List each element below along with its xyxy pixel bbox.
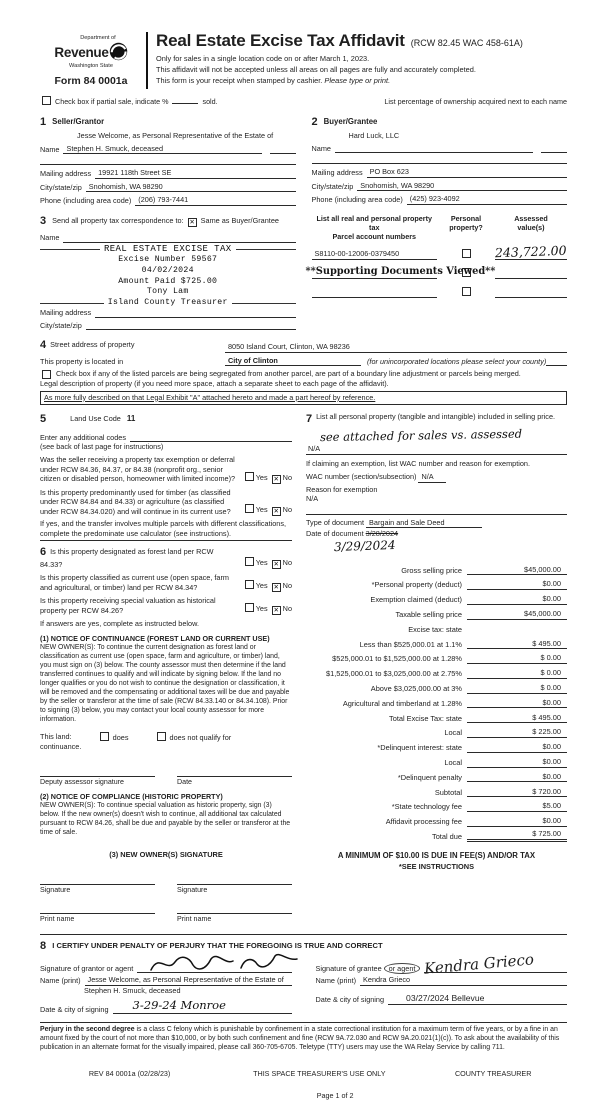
personal-property-header: Personal property? [449,213,483,232]
land-use-code-label: Land Use Code [70,414,121,424]
form-header [40,30,567,89]
exemption-claimed-field[interactable]: $0.00 [467,594,567,605]
agricultural-timberland-field[interactable]: $0.00 [467,698,567,709]
tax-correspondence-section [40,214,296,331]
land-does-qualify-checkbox[interactable] [100,732,109,741]
s6q1-yes-checkbox[interactable] [245,557,254,566]
buyer-name-value: Hard Luck, LLC [348,131,400,141]
buyer-ownership-pct-field[interactable] [541,144,567,153]
doc-type-field[interactable]: Bargain and Sale Deed [366,518,482,528]
grantee-signature-block [315,950,568,1014]
new-owner-signature-field-2[interactable] [177,874,292,885]
seller-grantor-heading: Seller/Grantor [52,117,105,127]
perjury-notice: Perjury in the second degree is a class C felony which is punishable by confinement in a state correctional institution for a maximum term of five years, or by a fine in an amount fixed by the court of not more than $10,000, or by both such confinement and fine (RCW 9A.72.030 and RCW 9A.20.021(1)(c)). To ask about the availability of this publication in an alternate format for the visually impaired, please call 360-705-6705. Teletype (TTY) users may use the WA Relay Service by calling 711. [40,1022,567,1053]
located-in-extra-line [546,357,567,366]
signature-label: Signature [177,885,208,894]
subtitle-line: This form is your receipt when stamped by cashier. Please type or print. [156,75,391,85]
section-6-number: 6 [40,546,47,559]
page-title: Real Estate Excise Tax Affidavit [156,31,405,50]
certify-statement: I CERTIFY UNDER PENALTY OF PERJURY THAT THE FOREGOING IS TRUE AND CORRECT [52,941,383,951]
print-name-label: Print name [177,914,212,923]
phone-label: Phone (including area code) [40,196,132,206]
affidavit-processing-fee-field[interactable]: $0.00 [467,816,567,827]
personal-property-deduct-field[interactable]: $0.00 [467,579,567,590]
seller-mailing-field[interactable]: 19921 118th Street SE [95,168,295,178]
grantee-signature-field[interactable] [423,950,567,978]
city-label: City/state/zip [311,181,354,191]
seller-phone-field[interactable]: (206) 793-7441 [135,195,295,205]
form-number: Form 84 0001a [54,75,128,88]
date-city-label: Date & city of signing [40,1004,109,1014]
correspondence-city-field[interactable] [86,321,296,330]
correspondence-mailing-field[interactable] [95,309,295,318]
parcel-number-field-3[interactable] [312,289,438,298]
washington-state-label: Washington State [69,62,113,69]
personal-property-section [306,412,567,554]
taxable-selling-price-field[interactable]: $45,000.00 [467,609,567,620]
parcel-row [312,241,568,260]
grantor-date-handwritten: 3-29-24 Monroe [132,998,226,1013]
s6q2-yes-checkbox[interactable] [245,580,254,589]
s6q3-no-checkbox[interactable]: ✕ [273,607,279,615]
doc-date-handwritten: 3/29/2024 [333,537,396,554]
located-in-field[interactable]: City of Clinton [225,356,361,366]
additional-codes-field[interactable] [130,433,292,442]
dor-swirl-logo-icon [109,42,128,63]
assessed-value-header: Assessed value(s) [514,213,548,232]
reason-exemption-label: Reason for exemption [306,484,378,494]
footer-row [40,1069,567,1078]
personal-property-checkbox-1[interactable] [462,249,471,258]
certification-section [40,934,567,1014]
new-owner-print-name-field-1[interactable] [40,903,155,914]
buyer-grantee-section [312,115,568,206]
section-2-number: 2 [311,116,318,129]
same-as-buyer-label: Same as Buyer/Grantee [200,215,279,225]
doc-date-label: Date of document [306,529,364,539]
tier3-tax-field[interactable]: $ 0.00 [467,668,567,679]
section-8-number: 8 [40,940,47,953]
does-label: does [112,732,129,742]
forest-land-section: 6 Is this property designated as forest land per RCW 84.33? Yes ✕ No Is this property classified as current use (open space, farm and agricultural, or timber) land per RCW 84.34? Yes ✕ No Is this property receiving special valuation as historical property per RCW 84.26? Yes ✕ No If answers are yes, complete as instructed below. (1) NOTICE OF CONTINUANCE (FOREST LAND OR CURRENT USE) NEW OWNER(S): To continue the current designation as forest land or classification as current use (open space, farm and agriculture, or timber) land, you must sign on (3) below. The county assessor must then determine if the land transferred continues to qualify and will indicate by signing below. If the land no longer qualifies or you do not wish to continue the designation or classification, it will be removed and the compensating or additional taxes will be due and payable by the seller or transferor at the time of sale (RCW 84.33.140 or 84.34.108). Prior to signing (3) below, you may contact your local county assessor for more information. This land: does does not qualify for continuance. Deputy assessor signature Date (2) NOTICE OF COMPLIANCE (HISTORIC PROPERTY) NEW OWNER(S): To continue special valuation as historic property, sign (3) below. If the new owner(s) doesn't wish to continue, all additional tax calculated pursuant to RCW 84.26, shall be due and payable by the seller or transferor at the time of sale. (3) NEW OWNER(S) SIGNATURE Signature Signature Print name Print name [40,546,292,923]
treasurer-space-label: THIS SPACE TREASURER'S USE ONLY [253,1069,386,1079]
seller-name-line1: Jesse Welcome, as Personal Representative of the Estate of [77,131,274,141]
mailing-label: Mailing address [40,169,92,179]
s5q1-no-checkbox[interactable]: ✕ [273,475,279,483]
street-address-label: Street address of property [50,340,135,350]
tier1-tax-field[interactable]: $ 495.00 [467,639,567,650]
parcel-number-field-2[interactable] [305,266,496,279]
seller-name-extra-line[interactable] [40,155,296,165]
notice-continuance-body: NEW OWNER(S): To continue the current designation as forest land or classification as current use (open space, farm and agriculture, or timber) land, you must sign on (3) below. The county assessor must then determine if the land transferred continues to qualify and will indicate by signing below. If the land no longer qualifies or you do not wish to continue the designation or classification, it will be removed and the compensating or additional taxes will be due and payable by the seller or transferor at the time of sale (RCW 84.33.140 or 84.34.108). Prior to signing (3) below, you may contact your local county assessor for more information. [40,643,290,723]
subtitle-line: This affidavit will not be accepted unless all areas on all pages are fully and accurately completed. [156,64,476,74]
legal-description-text: As more fully described on that Legal Exhibit "A" attached hereto and made a part hereof by reference. [44,392,376,402]
segregated-label: Check box if any of the listed parcels are being segregated from another parcel, are part of a boundary line adjustment or parcels being merged. [56,369,521,379]
s6q1-no-checkbox[interactable]: ✕ [273,561,279,569]
grantee-print-name-field[interactable]: Kendra Grieco [360,975,567,985]
legal-description-box[interactable] [40,391,567,405]
supporting-documents-stamp: **Supporting Documents Viewed** [305,266,496,277]
grantor-signature-block [40,955,292,1014]
grantor-signature-scribble [145,951,305,975]
land-use-code-value[interactable]: 11 [126,414,136,424]
sold-label: sold. [202,96,218,106]
signature-label: Signature [40,885,71,894]
buyer-city-field[interactable]: Snohomish, WA 98290 [357,181,567,191]
total-excise-state-field[interactable]: $ 495.00 [467,713,567,724]
dept-of-label: Department of [80,35,116,41]
assessed-value-field-3[interactable] [495,289,567,298]
seller-city-field[interactable]: Snohomish, WA 98290 [86,182,296,192]
land-use-section: 5 Land Use Code 11 Enter any additional codes (see back of last page for instructions) Was the seller receiving a property tax exemption or deferral under RCW 84.36, 84.37, or 84.38 (nonprofit org., senior citizen or disabled person, homeowner with limited income)? Yes ✕ No Is this property predominantly used for timber (as classified under RCW 84.84 and 84.33) or agriculture (as classified under RCW 84.34.020) and will continue in its current use? Yes ✕ No If yes, and the transfer involves multiple parcels with different classifications, complete the predominate use calculator (see instructions). [40,412,292,541]
total-due-field[interactable]: $ 725.00 [467,829,567,842]
grantor-signature-label: Signature of grantor or agent [40,963,134,973]
notice-compliance-body: NEW OWNER(S): To continue special valuation as historic property, sign (3) below. If the new owner(s) doesn't wish to continue, all additional tax calculated pursuant to RCW 84.26, shall be due and payable by the seller or transferor at the time of sale. [40,802,291,837]
section-4-number: 4 [40,339,47,352]
personal-property-checkbox-3[interactable] [462,287,471,296]
exemption-deferral-question: Was the seller receiving a property tax exemption or deferral under RCW 84.36, 84.37, or 84.38 (nonprofit org., senior citizen or disabled person, homeowner with limited income)? [40,455,236,484]
parcel-table [305,213,568,331]
same-as-buyer-checkbox[interactable]: ✕ [189,218,195,226]
partial-sale-percent-field[interactable] [172,96,198,104]
notice-compliance-title: (2) NOTICE OF COMPLIANCE (HISTORIC PROPERTY) [40,791,223,801]
assessed-value-handwritten: 243,722.00 [494,243,567,261]
mailing-label: Mailing address [311,168,363,178]
section-5-number: 5 [40,413,47,426]
county-treasurer-label: COUNTY TREASURER [454,1069,532,1079]
rcw-reference: (RCW 82.45 WAC 458-61A) [410,38,523,48]
reason-exemption-field[interactable]: N/A [306,494,319,504]
ownership-note: List percentage of ownership acquired next to each name [384,96,567,106]
name-print-label: Name (print) [40,976,81,986]
claim-exemption-note: If claiming an exemption, list WAC number and reason for exemption. [306,458,531,468]
city-label: City/state/zip [40,182,82,192]
subtotal-field[interactable]: $ 720.00 [467,787,567,798]
grantor-print-name-line2: Stephen H. Smuck, deceased [84,985,181,995]
name-label: Name [40,233,60,243]
section-7-number: 7 [306,413,313,426]
buyer-name-extra-line[interactable] [312,154,568,164]
parcel-number-field-1[interactable]: S8110-00-12006-0379450 [312,249,438,259]
buyer-phone-field[interactable]: (425) 923-4092 [407,194,567,204]
parcel-row [305,260,568,279]
does-not-label: does not qualify for [169,732,232,742]
partial-sale-label: Check box if partial sale, indicate % [55,96,169,106]
revenue-wordmark: Revenue [54,45,109,61]
predominate-use-note: If yes, and the transfer involves multiple parcels with different classifications, complete the predominate use calculator (see instructions). [40,519,292,541]
section-3-number: 3 [40,214,47,227]
land-does-not-qualify-checkbox[interactable] [157,732,166,741]
total-excise-local-field[interactable]: $ 225.00 [467,727,567,738]
see-back-note: (see back of last page for instructions) [40,441,164,451]
name-label: Name [40,144,60,154]
grantee-signature-label: Signature of grantee or agent [316,964,421,973]
s5q2-yes-checkbox[interactable] [245,504,254,513]
delinquent-interest-state-field[interactable]: $0.00 [467,742,567,753]
s6q2-no-checkbox[interactable]: ✕ [273,584,279,592]
seller-grantor-section [40,115,296,206]
doc-type-label: Type of document [306,517,365,527]
mailing-label: Mailing address [40,308,92,318]
buyer-name-field[interactable] [335,144,533,153]
page-number: Page 1 of 2 [316,1090,354,1100]
minimum-fee-note: A MINIMUM OF $10.00 IS DUE IN FEE(S) AND/OR TAX *SEE INSTRUCTIONS [337,850,536,871]
timber-agriculture-question: Is this property predominantly used for timber (as classified under RCW 84.84 and 84.33) or agriculture (as classified under RCW 84.34.020) and will continue in its current use? [40,487,231,516]
correspondence-label: Send all property tax correspondence to: [52,215,184,225]
grantee-signature-script: Kendra Grieco [423,950,536,978]
city-label: City/state/zip [40,320,82,330]
header-divider [146,32,148,89]
historical-property-question: Is this property receiving special valuation as historical property per RCW 84.26? [40,596,216,615]
excise-tax-table: Gross selling price $45,000.00 *Personal property (deduct) $0.00 Exemption claimed (deduct) $0.00 Taxable selling price $45,000.00 Excise tax: state Less than $525,000.01 at 1.1% $ 495.00 $525,000.01 to $1,525,000.00 at 1.28% $ 0.00 $1,525,000.01 to $3,025,000.00 at 2.75% $ 0.00 Above $3,025,000.00 at 3% $ 0.00 Agricultural and timberland at 1.28% $0.00 Total Excise Tax: state $ 495.00 Local $ 225.00 *Delinquent interest: state $0.00 Local $0.00 *Delinquent penalty $0.00 Subtotal $ 720.00 *State technology fee $5.00 Affidavit processing fee $0.00 Total due $ 725.00 [306,560,567,841]
legal-description-label: Legal description of property (if you need more space, attach a separate sheet to each page of the affidavit). [40,379,389,389]
tier2-tax-field[interactable]: $ 0.00 [467,653,567,664]
gross-selling-price-field[interactable]: $45,000.00 [467,565,567,576]
new-owner-signature-field-1[interactable] [40,874,155,885]
wac-number-label: WAC number (section/subsection) [306,472,417,482]
grantor-signature-field[interactable] [137,958,291,973]
assessed-value-field-2[interactable] [495,270,567,279]
deputy-assessor-signature-field[interactable] [40,766,155,777]
segregated-checkbox[interactable] [42,370,51,379]
parcel-row [312,279,568,298]
located-in-note: (for unincorporated locations please select your county) [367,356,547,366]
this-land-label: This land: [40,731,72,741]
property-address-section [40,338,567,405]
grantor-print-name-field[interactable]: Jesse Welcome, as Personal Representative of the Estate of [85,975,292,985]
buyer-mailing-field[interactable]: PO Box 623 [367,167,567,177]
date-city-label: Date & city of signing [315,995,385,1005]
seller-ownership-pct-field[interactable] [270,145,296,154]
street-address-field[interactable]: 8050 Island Court, Clinton, WA 98236 [225,342,567,352]
delinquent-interest-local-field[interactable]: $0.00 [467,757,567,768]
buyer-grantee-heading: Buyer/Grantee [323,117,378,127]
s6q3-yes-checkbox[interactable] [245,603,254,612]
date-label: Date [177,777,192,786]
print-name-label: Print name [40,914,75,923]
new-owner-print-name-field-2[interactable] [177,903,292,914]
state-technology-fee-field[interactable]: $5.00 [467,801,567,812]
partial-sale-checkbox[interactable] [42,96,51,105]
delinquent-penalty-field[interactable]: $0.00 [467,772,567,783]
correspondence-name-field[interactable] [63,234,295,243]
grantor-date-city-field[interactable] [113,998,292,1014]
tier4-tax-field[interactable]: $ 0.00 [467,683,567,694]
doc-date-struck-value: 3/28/2024 [365,529,399,539]
current-use-question: Is this property classified as current use (open space, farm and agricultural, or timber) land per RCW 84.34? [40,573,229,592]
wac-number-field[interactable]: N/A [418,472,446,482]
subtitle-line: Only for sales in a single location code on or after March 1, 2023. [156,53,370,63]
notice-continuance-title: (1) NOTICE OF CONTINUANCE (FOREST LAND OR CURRENT USE) [40,633,270,643]
additional-codes-label: Enter any additional codes [40,432,126,442]
forest-land-question: Is this property designated as forest land per RCW 84.33? [40,547,214,569]
s5q2-no-checkbox[interactable]: ✕ [273,508,279,516]
s5q1-yes-checkbox[interactable] [245,472,254,481]
name-print-label: Name (print) [315,976,357,986]
personal-property-field[interactable]: N/A [306,444,567,454]
phone-label: Phone (including area code) [311,195,403,205]
name-label: Name [311,143,331,153]
parcel-numbers-header: List all real and personal property tax Parcel account numbers [316,213,432,241]
rev-form-id: REV 84 0001a (02/28/23) [88,1069,171,1079]
personal-property-intro: List all personal property (tangible and intangible) included in selling price. [316,412,556,422]
located-in-label: This property is located in [40,356,124,366]
see-attached-handwriting: see attached for sales vs. assessed [319,426,523,444]
partial-sale-row [40,96,218,106]
deputy-assessor-signature-label: Deputy assessor signature [40,777,124,786]
dor-logo-block [40,30,142,89]
section-1-number: 1 [40,116,47,129]
if-answers-yes-note: If answers are yes, complete as instructed below. [40,619,199,629]
continuance-label: continuance. [40,742,82,752]
deputy-assessor-date-field[interactable] [177,766,292,777]
grantee-date-city-field[interactable]: 03/27/2024 Bellevue [388,993,567,1005]
assessed-value-field-1[interactable] [494,243,567,261]
seller-name-field[interactable]: Stephen H. Smuck, deceased [63,144,261,154]
new-owners-signature-title: (3) NEW OWNER(S) SIGNATURE [109,850,223,860]
treasurer-receipt-stamp: REAL ESTATE EXCISE TAX Excise Number 59567 04/02/2024 Amount Paid $725.00 Tony Lam Island County Treasurer [40,244,296,309]
